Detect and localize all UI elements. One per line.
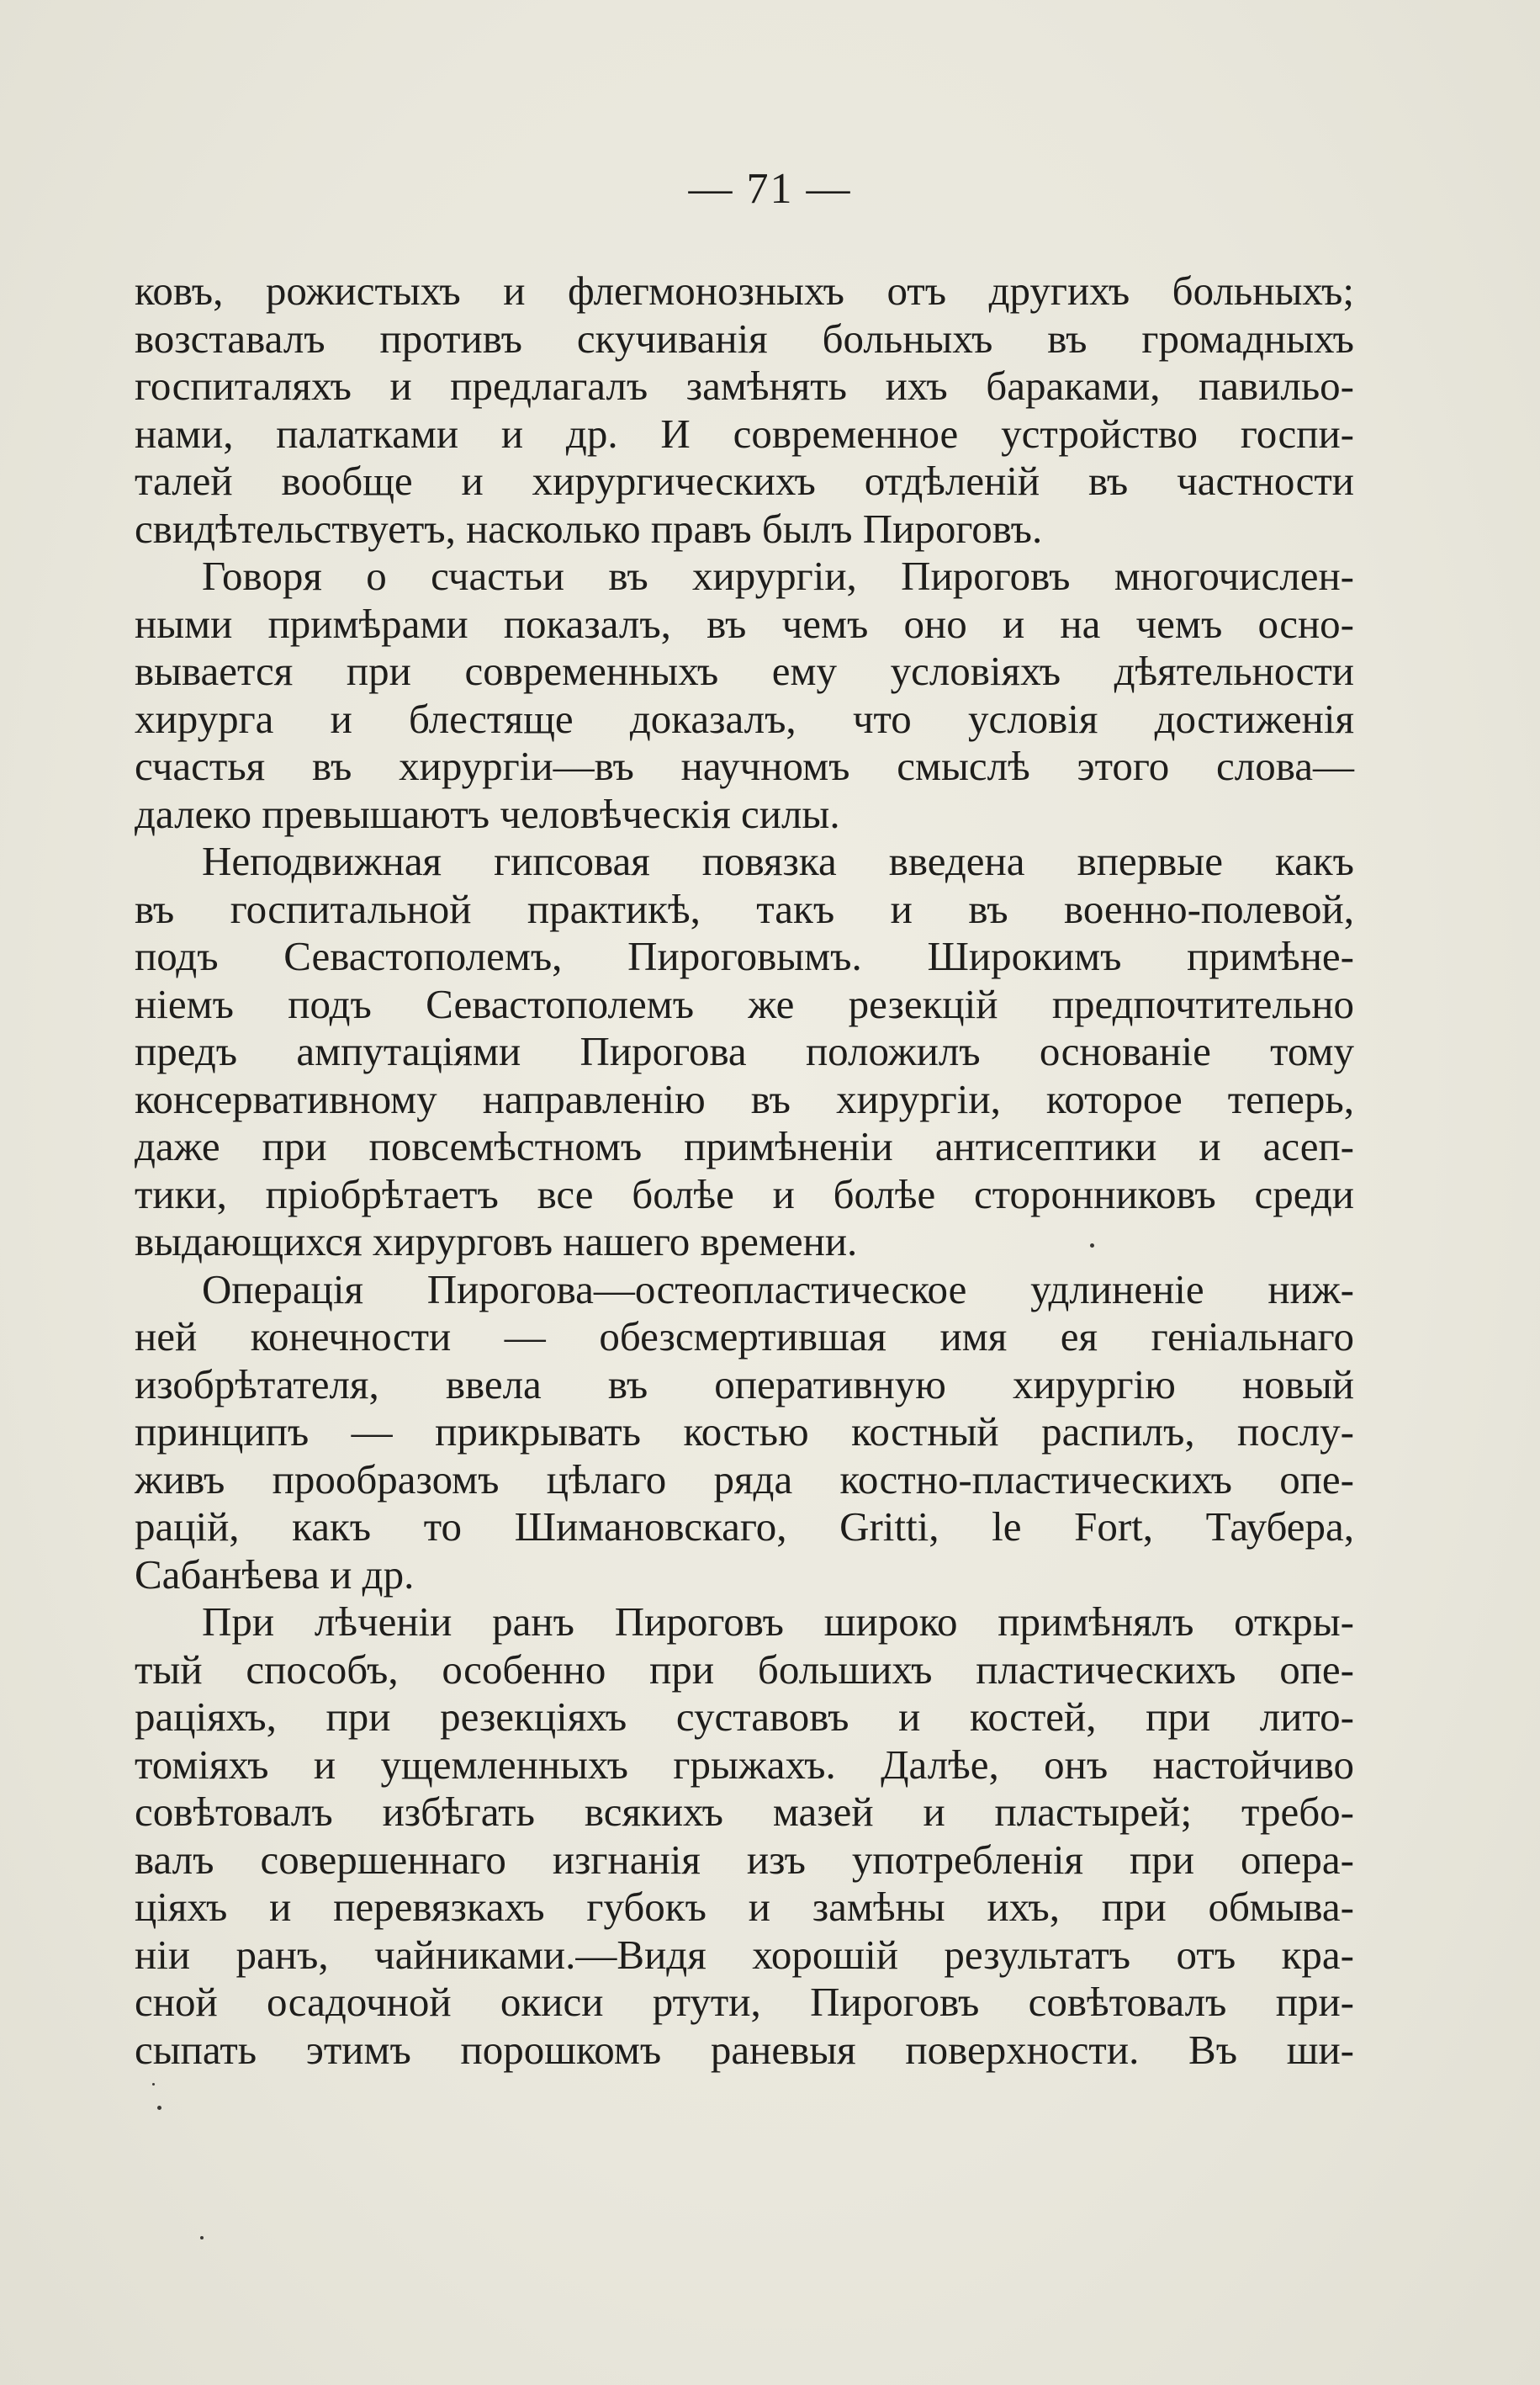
paper-speck	[200, 2236, 204, 2239]
text-line: госпиталяхъ и предлагалъ замѣнять ихъ бараками, павильо-	[135, 363, 1354, 409]
text-line: Операція Пирогова—остеопластическое удлиненіе ниж-	[202, 1265, 1354, 1312]
text-line: ніемъ подъ Севастополемъ же резекцій предпочтительно	[135, 980, 1354, 1027]
text-line: предъ ампутаціями Пирогова положилъ основаніе тому	[135, 1028, 1354, 1074]
text-line: При лѣченіи ранъ Пироговъ широко примѣнялъ откры-	[202, 1598, 1354, 1645]
paragraph-2	[135, 553, 1354, 838]
text-line: консервативному направленію въ хирургіи, которое теперь,	[135, 1075, 1354, 1122]
text-line: тый способъ, особенно при большихъ пластическихъ опе-	[135, 1646, 1354, 1693]
text-line: изобрѣтателя, ввела въ оперативную хирургію новый	[135, 1360, 1354, 1407]
text-line: далеко превышаютъ человѣческія силы.	[135, 790, 840, 837]
paragraph-1	[135, 268, 1354, 553]
text-line: Неподвижная гипсовая повязка введена впервые какъ	[202, 838, 1354, 884]
text-line: томіяхъ и ущемленныхъ грыжахъ. Далѣе, онъ настойчиво	[135, 1741, 1354, 1788]
text-line: рацій, какъ то Шимановскаго, Gritti, le Fort, Таубера,	[135, 1503, 1354, 1550]
text-line: принципъ — прикрывать костью костный распилъ, послу-	[135, 1408, 1354, 1455]
text-line: въ госпитальной практикѣ, такъ и въ военно-полевой,	[135, 885, 1354, 932]
text-line: свидѣтельствуетъ, насколько правъ былъ Пироговъ.	[135, 505, 1043, 552]
text-line: талей вообще и хирургическихъ отдѣленій въ частности	[135, 458, 1354, 504]
text-line: раціяхъ, при резекціяхъ суставовъ и костей, при лито-	[135, 1693, 1354, 1740]
text-line: счастья въ хирургіи—въ научномъ смыслѣ этого слова—	[135, 743, 1354, 789]
paper-speck	[157, 2106, 161, 2110]
text-line: совѣтовалъ избѣгать всякихъ мазей и пластырей; требо-	[135, 1789, 1354, 1835]
paragraph-3	[135, 838, 1354, 1266]
text-line: нами, палатками и др. И современное устройство госпи-	[135, 410, 1354, 457]
text-line: сной осадочной окиси ртути, Пироговъ совѣтовалъ при-	[135, 1979, 1354, 2025]
paragraph-5	[135, 1598, 1354, 2074]
text-line: подъ Севастополемъ, Пироговымъ. Широкимъ примѣне-	[135, 933, 1354, 979]
paper-speck	[152, 2083, 155, 2086]
text-line: ными примѣрами показалъ, въ чемъ оно и на чемъ осно-	[135, 600, 1354, 647]
body-text	[135, 268, 1354, 2074]
text-line: живъ прообразомъ цѣлаго ряда костно-пластическихъ опе-	[135, 1455, 1354, 1503]
text-line: ковъ, рожистыхъ и флегмонозныхъ отъ другихъ больныхъ;	[135, 268, 1354, 314]
text-line: ціяхъ и перевязкахъ губокъ и замѣны ихъ, при обмыва-	[135, 1884, 1354, 1930]
page-number: — 71 —	[688, 165, 852, 213]
text-line: хирурга и блестяще доказалъ, что условія достиженія	[135, 695, 1354, 742]
paper-speck	[1090, 1243, 1094, 1248]
text-line: вывается при современныхъ ему условіяхъ дѣятельности	[135, 648, 1354, 694]
text-line: возставалъ противъ скучиванія больныхъ въ громадныхъ	[135, 315, 1354, 362]
text-line: Сабанѣева и др.	[135, 1550, 415, 1598]
text-line: тики, пріобрѣтаетъ все болѣе и болѣе сторонниковъ среди	[135, 1170, 1354, 1217]
text-line: валъ совершеннаго изгнанія изъ употребленія при опера-	[135, 1836, 1354, 1883]
text-line: выдающихся хирурговъ нашего времени.	[135, 1218, 858, 1264]
text-line: Говоря о счастьи въ хирургіи, Пироговъ многочислен-	[202, 553, 1354, 599]
text-line: даже при повсемѣстномъ примѣненіи антисептики и асеп-	[135, 1123, 1354, 1169]
text-line: ней конечности — обезсмертившая имя ея геніальнаго	[135, 1313, 1354, 1359]
paragraph-4	[135, 1266, 1354, 1599]
text-line: сыпать этимъ порошкомъ раневыя поверхности. Въ ши-	[135, 2026, 1354, 2073]
text-line: ніи ранъ, чайниками.—Видя хорошій результатъ отъ кра-	[135, 1931, 1354, 1978]
